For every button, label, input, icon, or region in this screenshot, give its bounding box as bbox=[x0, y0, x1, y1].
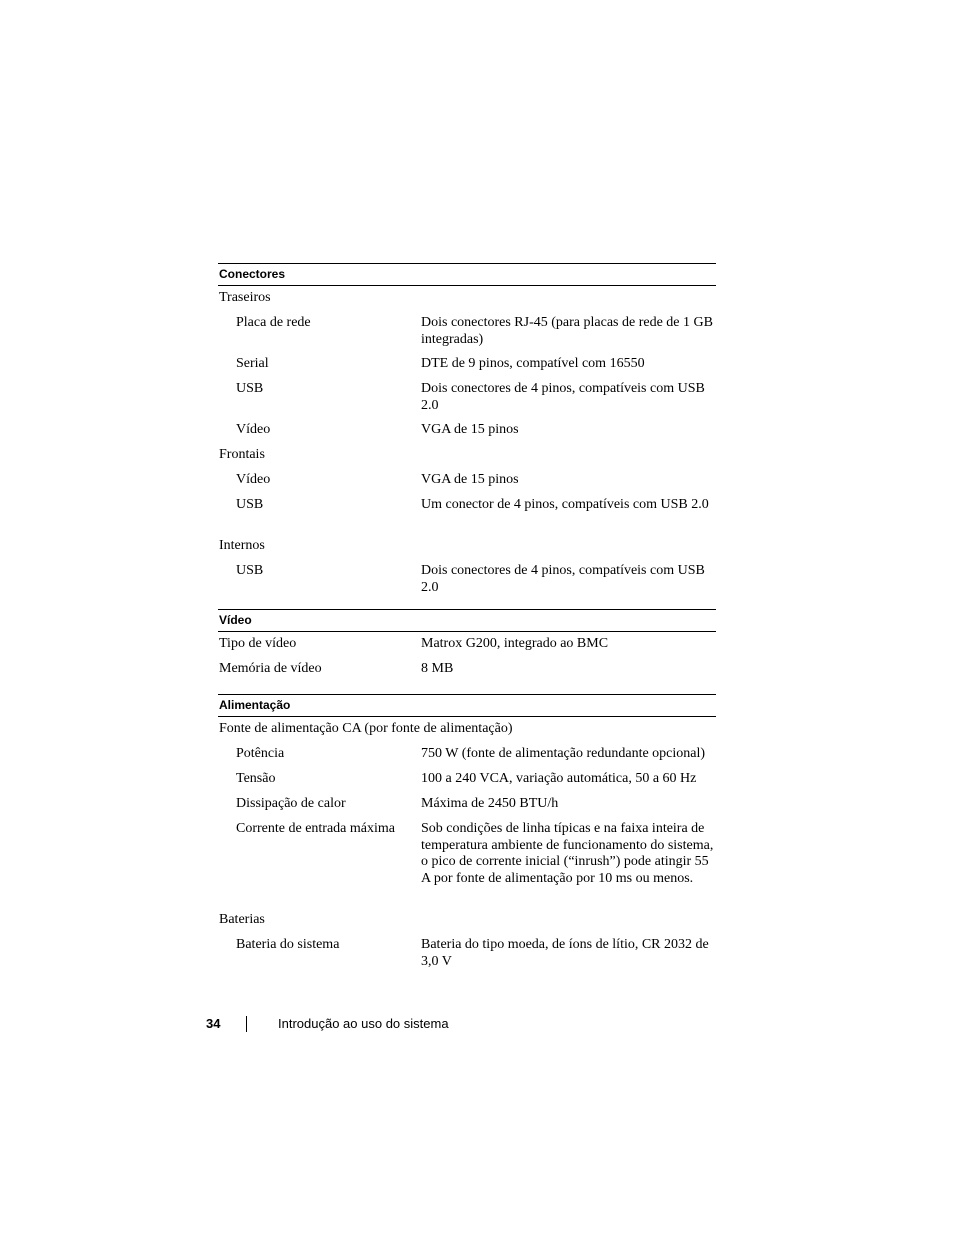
spec-row bbox=[218, 717, 716, 742]
spec-value: Dois conectores de 4 pinos, compatíveis com USB 2.0 bbox=[421, 381, 705, 413]
spec-row bbox=[218, 657, 716, 694]
spec-row bbox=[218, 817, 716, 908]
spec-label: Placa de rede bbox=[236, 315, 311, 330]
spec-value: 8 MB bbox=[421, 661, 454, 676]
spec-value: Matrox G200, integrado ao BMC bbox=[421, 636, 609, 651]
spec-value: 100 a 240 VCA, variação automática, 50 a 60 Hz bbox=[421, 771, 697, 786]
footer-separator bbox=[246, 1016, 247, 1032]
spec-value: Dois conectores de 4 pinos, compatíveis com USB 2.0 bbox=[421, 563, 705, 595]
spec-value: VGA de 15 pinos bbox=[421, 472, 519, 487]
spec-label: Potência bbox=[236, 746, 285, 761]
spec-label: Tipo de vídeo bbox=[219, 636, 297, 651]
spec-value: Máxima de 2450 BTU/h bbox=[421, 796, 559, 811]
section-header: Vídeo bbox=[218, 609, 716, 632]
spec-row bbox=[218, 468, 716, 493]
chapter-title: Introdução ao uso do sistema bbox=[278, 1016, 449, 1031]
spec-label: Traseiros bbox=[219, 290, 271, 305]
spec-row bbox=[218, 908, 716, 933]
spec-label: Dissipação de calor bbox=[236, 796, 346, 811]
spec-row bbox=[218, 493, 716, 534]
spec-label: Vídeo bbox=[236, 472, 271, 487]
spec-value: VGA de 15 pinos bbox=[421, 422, 519, 437]
spec-value: Sob condições de linha típicas e na faixa inteira de temperatura ambiente de funcionamento do sistema, o pico de corrente inicial (“inrush”) pode atingir 55 A por fonte de alimentação por 10 ms ou menos. bbox=[421, 821, 714, 886]
section-header: Alimentação bbox=[218, 694, 716, 717]
spec-row bbox=[218, 286, 716, 311]
spec-label: Tensão bbox=[236, 771, 276, 786]
spec-row bbox=[218, 767, 716, 792]
spec-label: Baterias bbox=[219, 912, 265, 927]
spec-row bbox=[218, 352, 716, 377]
spec-label: USB bbox=[236, 563, 264, 578]
spec-row bbox=[218, 443, 716, 468]
section-header: Conectores bbox=[218, 263, 716, 286]
spec-row bbox=[218, 377, 716, 418]
spec-label: Frontais bbox=[219, 447, 265, 462]
spec-label: Bateria do sistema bbox=[236, 937, 340, 952]
page-number: 34 bbox=[206, 1016, 221, 1031]
spec-label: USB bbox=[236, 497, 264, 512]
spec-value: DTE de 9 pinos, compatível com 16550 bbox=[421, 356, 645, 371]
spec-row bbox=[218, 418, 716, 443]
spec-row bbox=[218, 742, 716, 767]
spec-row bbox=[218, 311, 716, 352]
spec-label: Corrente de entrada máxima bbox=[236, 821, 395, 836]
spec-value: Dois conectores RJ-45 (para placas de rede de 1 GB integradas) bbox=[421, 315, 713, 347]
spec-label: Internos bbox=[219, 538, 265, 553]
spec-label: Vídeo bbox=[236, 422, 271, 437]
spec-label: Serial bbox=[236, 356, 269, 371]
spec-row bbox=[218, 559, 716, 609]
spec-label: USB bbox=[236, 381, 264, 396]
spec-value: Um conector de 4 pinos, compatíveis com USB 2.0 bbox=[421, 497, 709, 512]
spec-row bbox=[218, 534, 716, 559]
spec-label: Fonte de alimentação CA (por fonte de alimentação) bbox=[219, 721, 513, 736]
spec-table bbox=[218, 263, 716, 974]
spec-row bbox=[218, 933, 716, 974]
spec-row bbox=[218, 632, 716, 657]
spec-label: Memória de vídeo bbox=[219, 661, 322, 676]
spec-row bbox=[218, 792, 716, 817]
spec-value: Bateria do tipo moeda, de íons de lítio, CR 2032 de 3,0 V bbox=[421, 937, 709, 969]
spec-value: 750 W (fonte de alimentação redundante opcional) bbox=[421, 746, 706, 761]
